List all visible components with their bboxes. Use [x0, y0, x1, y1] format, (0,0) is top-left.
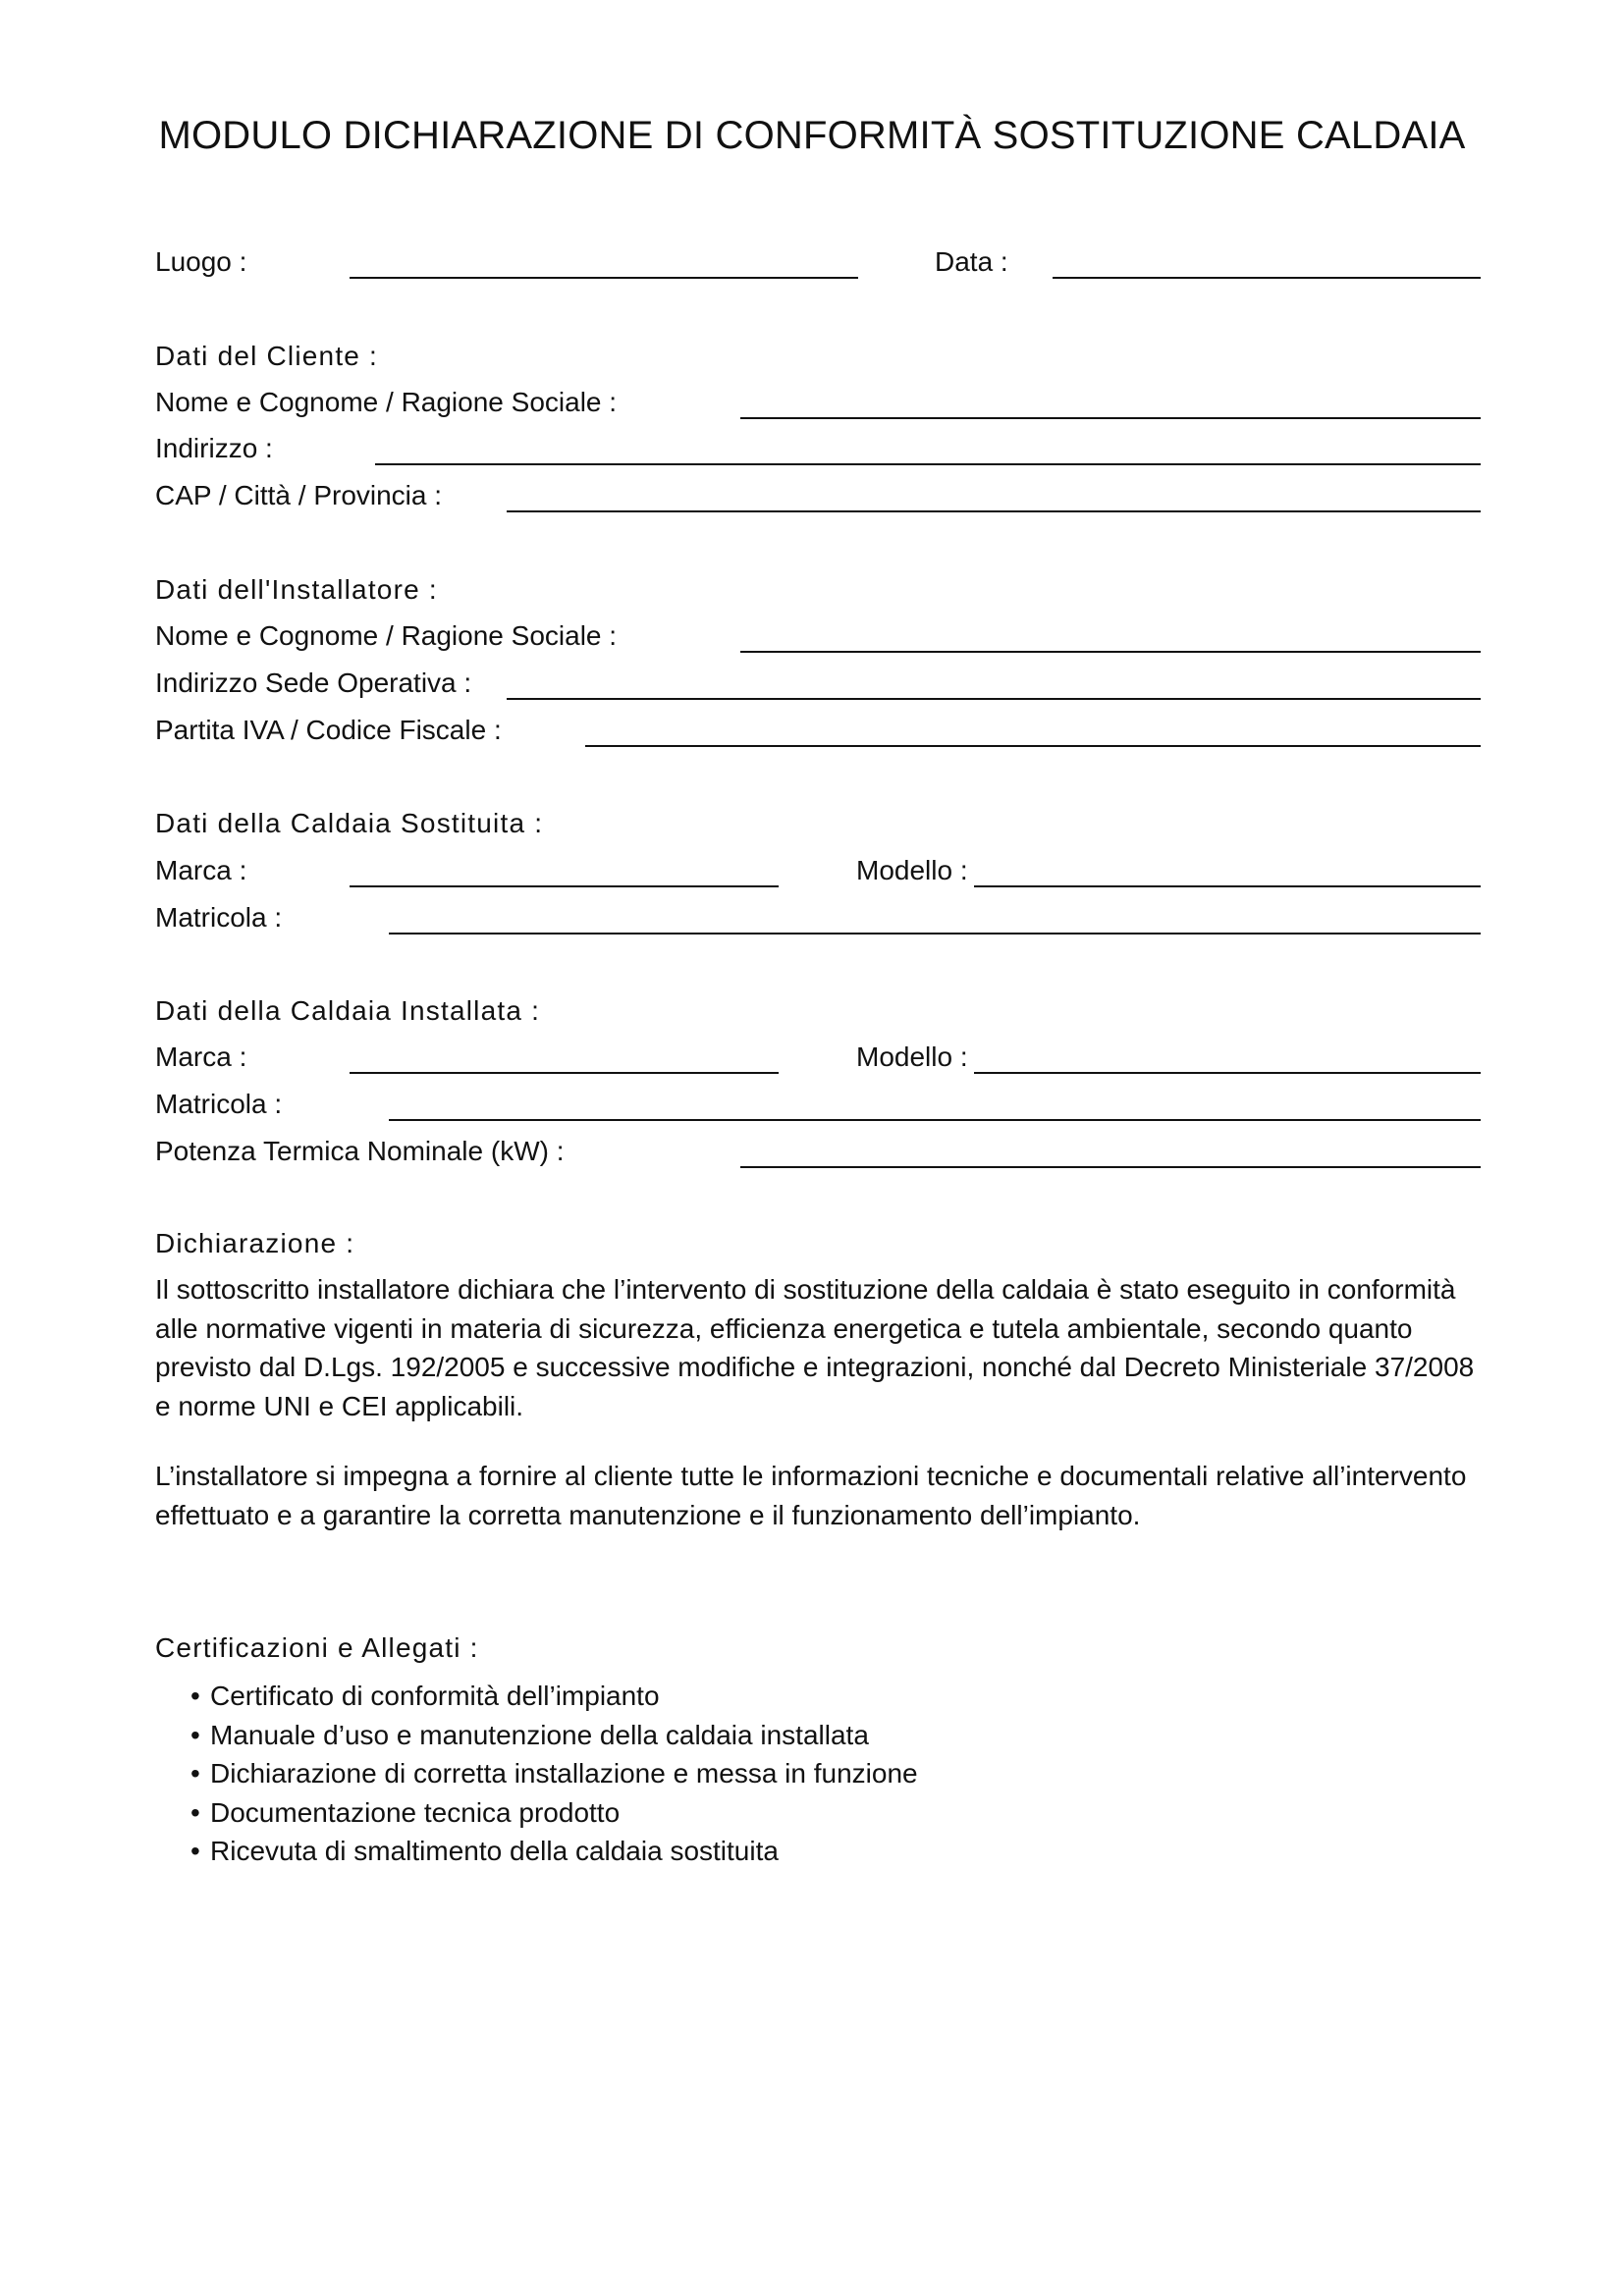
bullet-icon: • — [190, 1796, 200, 1828]
bullet-icon: • — [190, 1681, 200, 1711]
list-item-text: Ricevuta di smaltimento della caldaia sostituita — [210, 1836, 779, 1866]
dichiarazione-paragraph-1: Il sottoscritto installatore dichiara che l’intervento di sostituzione della caldaia è stato eseguito in conformità alle normative vigenti in materia di sicurezza, efficienza energetica e tutela ambientale, secondo quanto previsto dal D.Lgs. 192/2005 e successive modifiche e integrazioni, nonché dal Decreto Ministeriale 37/2008 e norme UNI e CEI applicabili. — [155, 1274, 1475, 1421]
bullet-icon: • — [190, 1758, 200, 1789]
cliente-cap-label: CAP / Città / Provincia : — [155, 480, 443, 510]
sostituita-heading: Dati della Caldaia Sostituita : — [155, 808, 544, 838]
installatore-piva-label: Partita IVA / Codice Fiscale : — [155, 715, 502, 745]
list-item — [190, 1716, 918, 1755]
installatore-nome-label: Nome e Cognome / Ragione Sociale : — [155, 620, 618, 651]
sostituita-modello-field[interactable] — [974, 885, 1481, 887]
installata-marca-label: Marca : — [155, 1041, 247, 1072]
cliente-cap-field[interactable] — [507, 510, 1481, 512]
sostituita-matricola-field[interactable] — [389, 933, 1481, 934]
dichiarazione-heading: Dichiarazione : — [155, 1228, 355, 1258]
page-title: MODULO DICHIARAZIONE DI CONFORMITÀ SOSTITUZIONE CALDAIA — [158, 114, 1466, 157]
allegati-heading: Certificazioni e Allegati : — [155, 1632, 479, 1663]
installata-marca-field[interactable] — [350, 1072, 779, 1074]
luogo-field[interactable] — [350, 277, 858, 279]
list-item — [190, 1754, 918, 1793]
cliente-nome-field[interactable] — [740, 417, 1481, 419]
list-item — [190, 1832, 918, 1871]
list-item — [190, 1677, 918, 1716]
installata-potenza-field[interactable] — [740, 1166, 1481, 1168]
bullet-icon: • — [190, 1836, 200, 1866]
cliente-heading: Dati del Cliente : — [155, 341, 379, 371]
data-label: Data : — [935, 246, 1008, 277]
sostituita-modello-label: Modello : — [856, 855, 968, 885]
list-item-text: Dichiarazione di corretta installazione e messa in funzione — [210, 1758, 918, 1789]
list-item-text: Manuale d’uso e manutenzione della caldaia installata — [210, 1719, 869, 1750]
luogo-label: Luogo : — [155, 246, 247, 277]
installata-matricola-label: Matricola : — [155, 1089, 283, 1119]
installatore-piva-field[interactable] — [585, 745, 1481, 747]
list-item — [190, 1793, 918, 1833]
cliente-indirizzo-field[interactable] — [375, 463, 1481, 465]
cliente-indirizzo-label: Indirizzo : — [155, 433, 273, 463]
installatore-nome-field[interactable] — [740, 651, 1481, 653]
dichiarazione-paragraph-2: L’installatore si impegna a fornire al cliente tutte le informazioni tecniche e documentali relative all’intervento effettuato e a garantire la corretta manutenzione e il funzionamento dell’impianto. — [155, 1461, 1467, 1530]
cliente-nome-label: Nome e Cognome / Ragione Sociale : — [155, 387, 618, 417]
installatore-heading: Dati dell'Installatore : — [155, 574, 438, 605]
list-item-text: Certificato di conformità dell’impianto — [210, 1681, 660, 1711]
bullet-icon: • — [190, 1719, 200, 1750]
sostituita-matricola-label: Matricola : — [155, 902, 283, 933]
installatore-indirizzo-field[interactable] — [507, 698, 1481, 700]
installata-modello-label: Modello : — [856, 1041, 968, 1072]
sostituita-marca-field[interactable] — [350, 885, 779, 887]
installatore-indirizzo-label: Indirizzo Sede Operativa : — [155, 667, 472, 698]
installata-potenza-label: Potenza Termica Nominale (kW) : — [155, 1136, 565, 1166]
installata-matricola-field[interactable] — [389, 1119, 1481, 1121]
list-item-text: Documentazione tecnica prodotto — [210, 1796, 621, 1828]
data-field[interactable] — [1053, 277, 1481, 279]
installata-heading: Dati della Caldaia Installata : — [155, 995, 541, 1026]
installata-modello-field[interactable] — [974, 1072, 1481, 1074]
sostituita-marca-label: Marca : — [155, 855, 247, 885]
allegati-list — [190, 1677, 918, 1871]
